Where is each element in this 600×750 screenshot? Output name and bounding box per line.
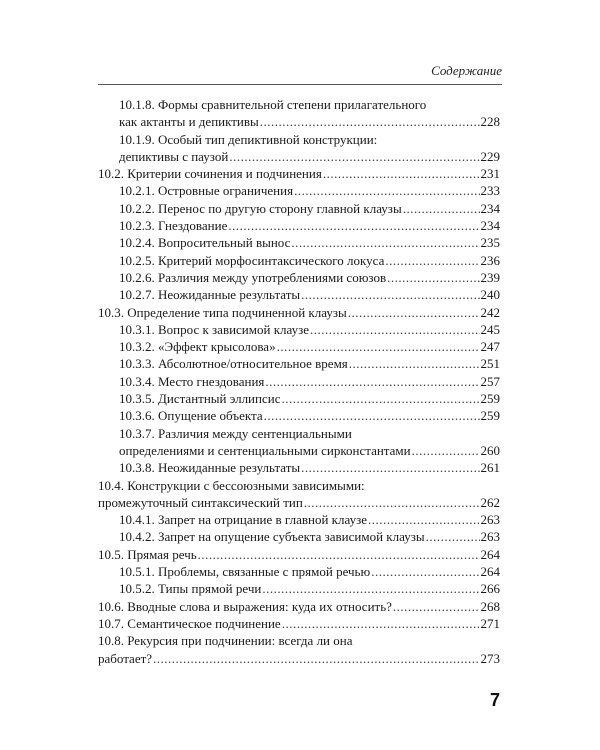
dot-leader [426, 528, 480, 545]
toc-entry[interactable] [98, 182, 500, 199]
dot-leader [260, 113, 480, 130]
toc-entry-page: 242 [480, 304, 500, 320]
toc-entry-page: 228 [480, 114, 500, 130]
toc-entry-title: депиктивы с паузой [119, 148, 229, 164]
page-number: 7 [489, 690, 500, 710]
toc-entry[interactable] [98, 425, 500, 460]
toc-entry-title: 10.5.1. Проблемы, связанные с прямой речью [119, 564, 371, 580]
toc-entry-title: 10.4.2. Запрет на опущение субъекта зависимой клаузы [119, 529, 425, 545]
toc-entry[interactable] [98, 252, 500, 269]
toc-entry[interactable] [98, 304, 500, 321]
dot-leader [368, 511, 480, 528]
toc-entry[interactable] [98, 286, 500, 303]
toc-entry-page: 261 [480, 460, 500, 476]
toc-entry-page: 235 [480, 235, 500, 251]
toc-entry-page: 231 [480, 166, 500, 182]
toc-entry-title: промежуточный синтаксический тип [98, 494, 303, 510]
toc-entry-page: 263 [480, 512, 500, 528]
dot-leader [291, 234, 479, 251]
toc-entry[interactable] [98, 217, 500, 234]
toc-entry[interactable] [98, 165, 500, 182]
dot-leader [262, 580, 479, 597]
toc-entry-page: 264 [480, 564, 500, 580]
toc-entry-page: 240 [480, 287, 500, 303]
toc-entry[interactable] [98, 234, 500, 251]
toc-entry-title: 10.7. Семантическое подчинение [98, 615, 281, 631]
toc-entry[interactable] [98, 321, 500, 338]
dot-leader [281, 390, 479, 407]
table-of-contents [98, 96, 500, 667]
dot-leader [277, 338, 480, 355]
toc-entry[interactable] [98, 477, 500, 512]
toc-entry-page: 266 [480, 581, 500, 597]
dot-leader [153, 650, 479, 667]
toc-entry-title: 10.3.6. Опущение объекта [119, 408, 263, 424]
toc-entry[interactable] [98, 632, 500, 667]
toc-entry-page: 233 [480, 183, 500, 199]
toc-entry-title: определениями и сентенциальными сирконстантами [119, 442, 411, 458]
toc-entry-title: 10.2.6. Различия между употреблениями союзов [119, 269, 387, 285]
toc-entry[interactable] [98, 355, 500, 372]
dot-leader [265, 373, 479, 390]
toc-entry[interactable] [98, 200, 500, 217]
header-rule [98, 84, 502, 85]
toc-entry-title: 10.1.8. Формы сравнительной степени прилагательного [119, 97, 427, 112]
toc-entry-page: 247 [480, 339, 500, 355]
toc-entry[interactable] [98, 131, 500, 166]
toc-entry-title: 10.2.4. Вопросительный вынос [119, 235, 291, 251]
toc-entry-page: 245 [480, 321, 500, 337]
toc-entry-title: 10.3.3. Абсолютное/относительное время [119, 356, 348, 372]
toc-entry[interactable] [98, 580, 500, 597]
toc-entry-page: 260 [480, 442, 500, 458]
toc-entry-page: 273 [480, 650, 500, 666]
toc-entry-title: 10.2. Критерии сочинения и подчинения [98, 166, 322, 182]
toc-entry[interactable] [98, 338, 500, 355]
toc-entry[interactable] [98, 546, 500, 563]
dot-leader [393, 598, 480, 615]
toc-entry-title: 10.6. Вводные слова и выражения: куда их относить? [98, 598, 392, 614]
dot-leader [198, 546, 480, 563]
dot-leader [387, 269, 479, 286]
toc-entry-page: 264 [480, 546, 500, 562]
toc-entry-title: 10.2.7. Неожиданные результаты [119, 287, 301, 303]
toc-entry-title: 10.5.2. Типы прямой речи [119, 581, 262, 597]
toc-entry[interactable] [98, 563, 500, 580]
toc-entry-page: 234 [480, 218, 500, 234]
toc-entry[interactable] [98, 269, 500, 286]
toc-entry[interactable] [98, 96, 500, 131]
toc-entry[interactable] [98, 511, 500, 528]
toc-entry-title: 10.2.3. Гнездование [119, 218, 228, 234]
dot-leader [264, 407, 480, 424]
toc-entry-page: 257 [480, 373, 500, 389]
running-head: Содержание [431, 63, 502, 78]
dot-leader [385, 252, 479, 269]
toc-entry-page: 234 [480, 200, 500, 216]
toc-entry[interactable] [98, 407, 500, 424]
toc-entry-page: 262 [480, 494, 500, 510]
dot-leader [348, 304, 480, 321]
toc-entry-title: 10.3.1. Вопрос к зависимой клаузе [119, 321, 310, 337]
toc-entry-title: 10.3.5. Дистантный эллипсис [119, 391, 281, 407]
toc-entry-title: 10.3.4. Место гнездования [119, 373, 265, 389]
toc-entry-page: 239 [480, 269, 500, 285]
toc-entry[interactable] [98, 390, 500, 407]
toc-entry-title: 10.3.7. Различия между сентенциальными [119, 425, 352, 441]
dot-leader [310, 321, 479, 338]
dot-leader [349, 355, 480, 372]
dot-leader [323, 165, 480, 182]
toc-entry-page: 268 [480, 598, 500, 614]
toc-entry-title: 10.8. Рекурсия при подчинении: всегда ли она [98, 633, 353, 649]
toc-entry-page: 251 [480, 356, 500, 372]
dot-leader [282, 615, 480, 632]
toc-entry-title: работает? [98, 650, 153, 666]
toc-entry-title: 10.3.8. Неожиданные результаты [119, 460, 301, 476]
toc-entry[interactable] [98, 615, 500, 632]
toc-entry-title: 10.3. Определение типа подчиненной клаузы [98, 304, 347, 320]
toc-entry-title: 10.4.1. Запрет на отрицание в главной клаузе [119, 512, 367, 528]
dot-leader [229, 148, 479, 165]
toc-entry[interactable] [98, 598, 500, 615]
toc-entry-title: 10.4. Конструкции с бессоюзными зависимыми: [98, 477, 365, 493]
toc-entry[interactable] [98, 528, 500, 545]
dot-leader [294, 182, 479, 199]
toc-entry-title: 10.5. Прямая речь [98, 546, 197, 562]
toc-entry-page: 229 [480, 148, 500, 164]
toc-entry-page: 259 [480, 391, 500, 407]
dot-leader [412, 442, 480, 459]
dot-leader [371, 563, 479, 580]
toc-entry-title: 10.3.2. «Эффект крысолова» [119, 339, 276, 355]
toc-entry-title: 10.2.2. Перенос по другую сторону главной клаузы [119, 200, 402, 216]
toc-entry[interactable] [98, 459, 500, 476]
toc-entry-title: 10.1.9. Особый тип депиктивной конструкции: [119, 131, 378, 147]
dot-leader [301, 459, 479, 476]
dot-leader [301, 286, 479, 303]
toc-entry-page: 236 [480, 252, 500, 268]
toc-entry[interactable] [98, 373, 500, 390]
toc-entry-page: 263 [480, 529, 500, 545]
toc-entry-title: 10.2.5. Критерий морфосинтаксического локуса [119, 252, 385, 268]
toc-entry-title: как актанты и депиктивы [119, 114, 259, 130]
toc-entry-title: 10.2.1. Островные ограничения [119, 183, 294, 199]
dot-leader [304, 494, 480, 511]
dot-leader [228, 217, 479, 234]
toc-entry-page: 259 [480, 408, 500, 424]
toc-entry-page: 271 [480, 615, 500, 631]
dot-leader [403, 200, 480, 217]
